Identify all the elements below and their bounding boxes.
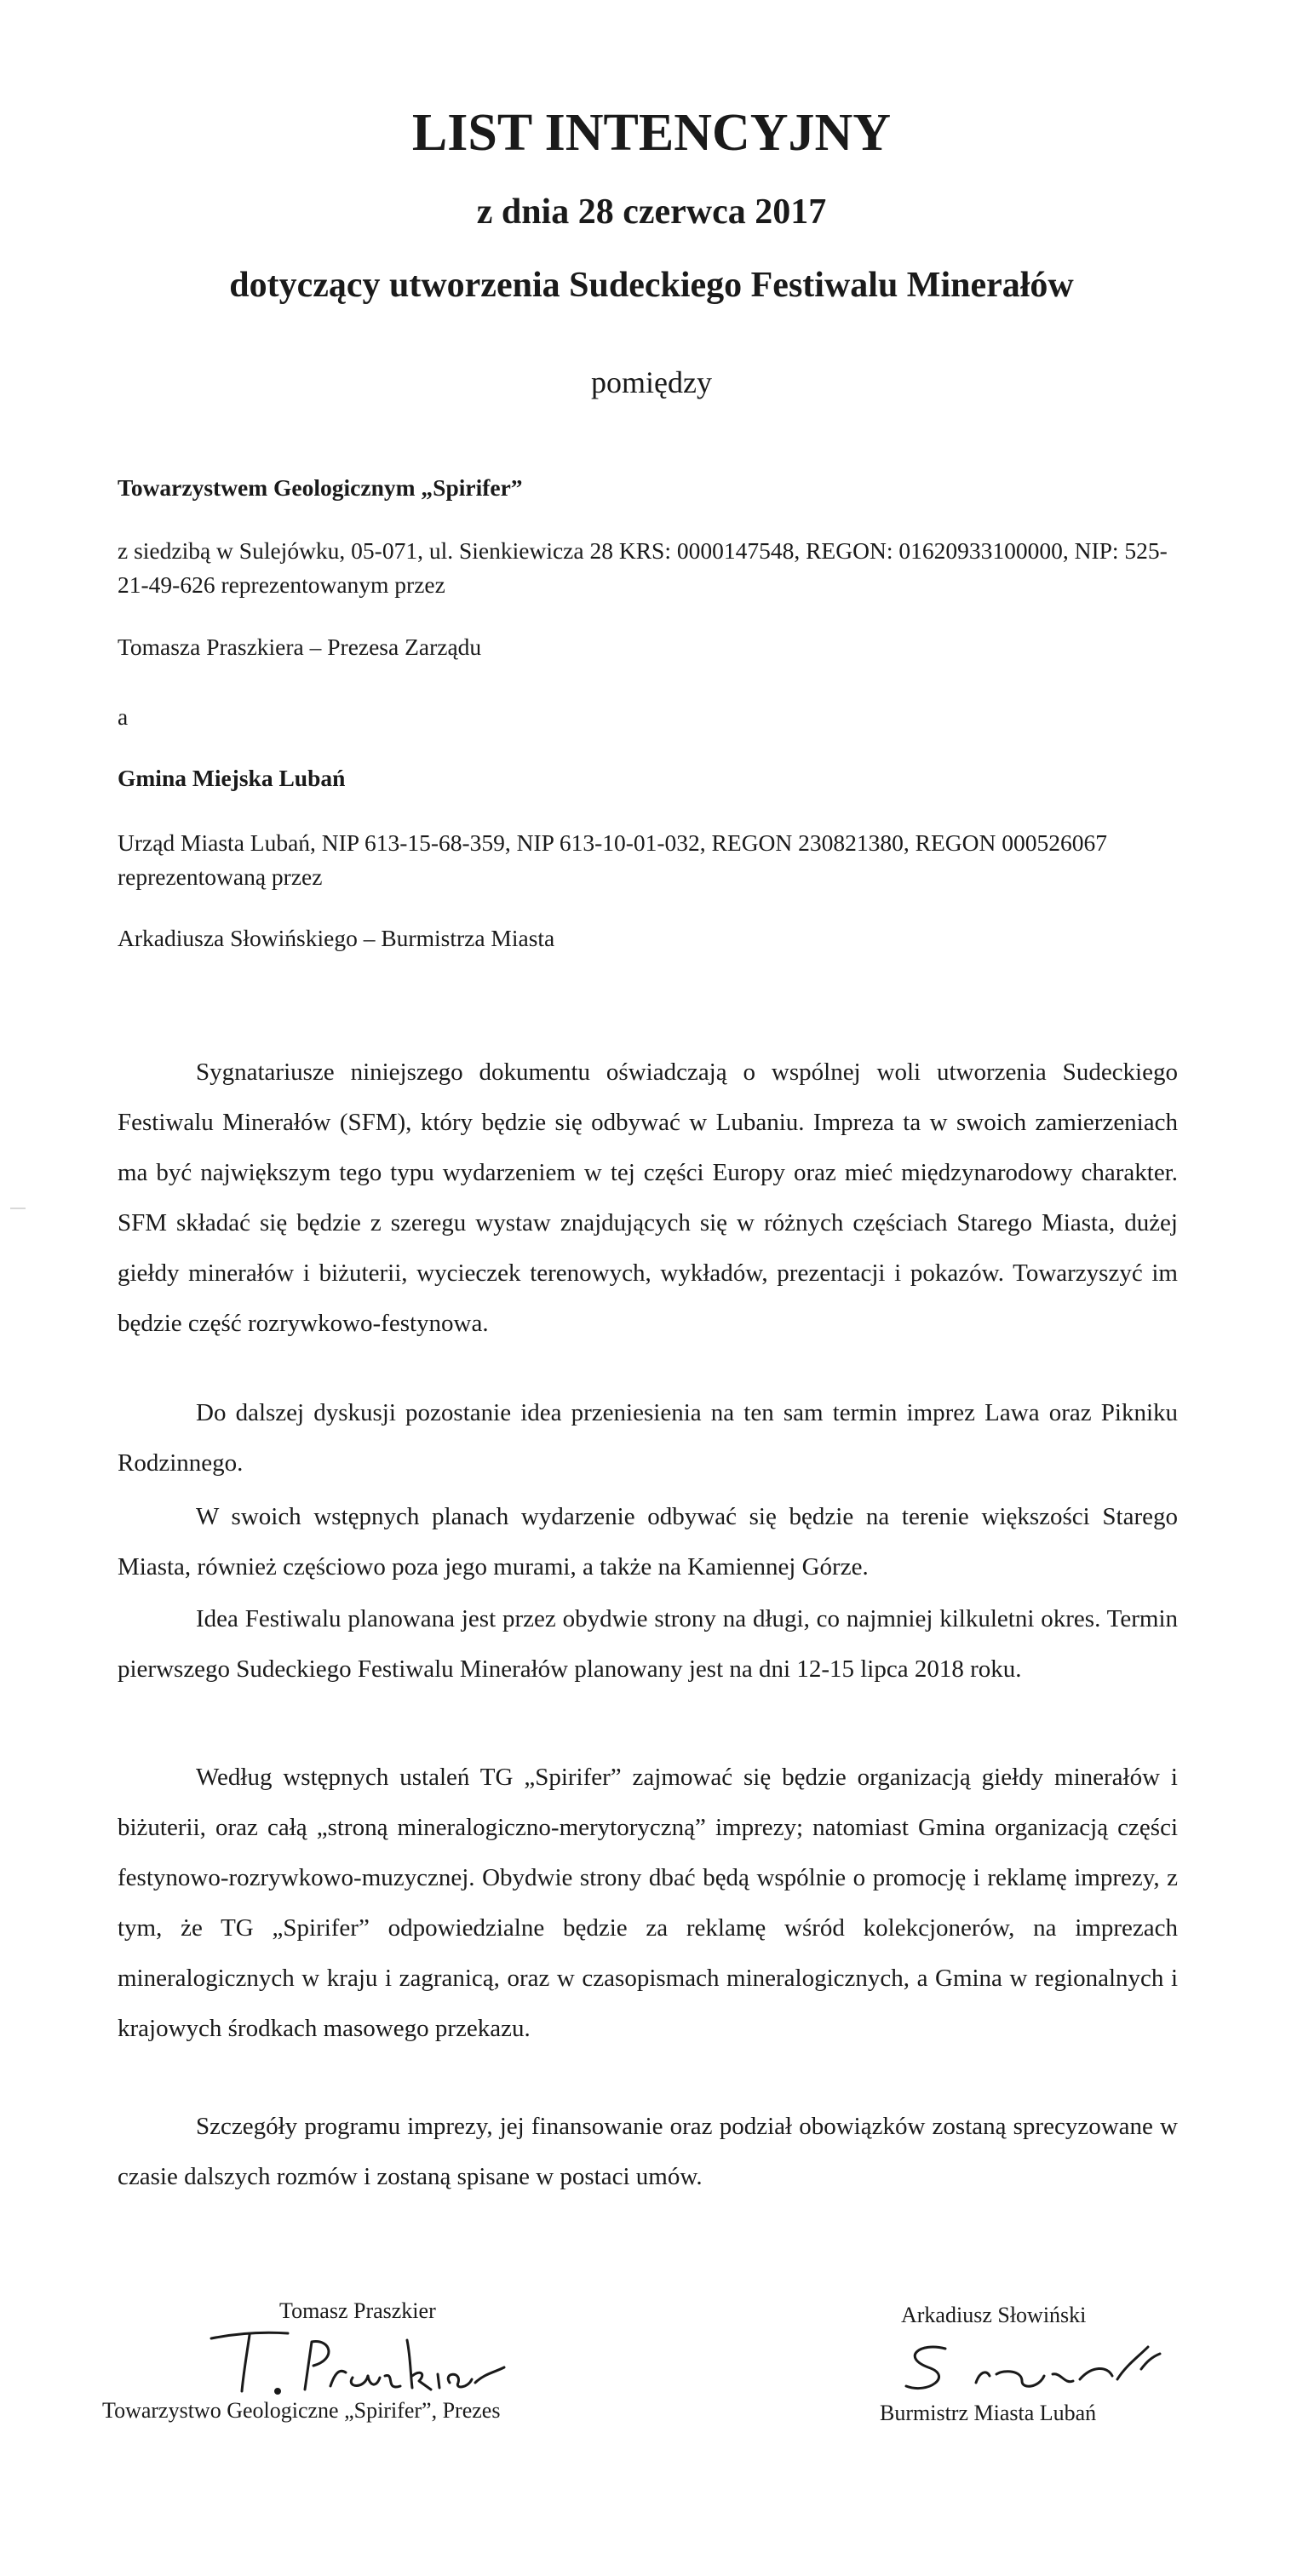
between-label: pomiędzy bbox=[591, 365, 712, 399]
body-paragraph-2: Do dalszej dyskusji pozostanie idea przeniesienia na ten sam termin imprez Lawa oraz Pikniku Rodzinnego. bbox=[118, 1399, 1178, 1477]
signatory-right-role: Burmistrz Miasta Lubań bbox=[880, 2401, 1097, 2425]
document-subject: dotyczący utworzenia Sudeckiego Festiwalu Minerałów bbox=[229, 266, 1074, 305]
signature-left-handwriting bbox=[203, 2323, 509, 2400]
body-paragraph-5: Według wstępnych ustaleń TG „Spirifer” zajmować się będzie organizacją giełdy minerałów i biżuterii, oraz całą „stroną mineralogiczno-merytoryczną” imprezy; natomiast Gmina organizacją części festynowo-rozrywkowo-muzycznej. Obydwie strony dbać będą wspólnie o promocję i reklamę imprezy, z tym, że TG „Spirifer” odpowiedzialne będzie za reklamę wśród kolekcjonerów, na imprezach mineralogicznych w kraju i zagranicą, oraz w czasopismach mineralogicznych, a Gmina w regionalnych i krajowych środkach masowego przekazu. bbox=[118, 1764, 1178, 2042]
party2-name: Gmina Miejska Lubań bbox=[118, 765, 346, 791]
party1-name: Towarzystwem Geologicznym „Spirifer” bbox=[118, 474, 523, 501]
signature-right-handwriting bbox=[894, 2332, 1167, 2400]
signatory-left-role: Towarzystwo Geologiczne „Spirifer”, Prezes bbox=[102, 2398, 501, 2423]
body-paragraph-3: W swoich wstępnych planach wydarzenie odbywać się będzie na terenie większości Starego Miasta, również częściowo poza jego murami, a także na Kamiennej Górze. bbox=[118, 1503, 1178, 1581]
party2-details: Urząd Miasta Lubań, NIP 613-15-68-359, NIP 613-10-01-032, REGON 230821380, REGON 000526067 reprezentowaną przez bbox=[118, 829, 1107, 890]
party1-details: z siedzibą w Sulejówku, 05-071, ul. Sienkiewicza 28 KRS: 0000147548, REGON: 01620933100000, NIP: 525-21-49-626 reprezentowanym przez bbox=[118, 537, 1168, 598]
signatory-right-name: Arkadiusz Słowiński bbox=[901, 2303, 1087, 2327]
conjunction: a bbox=[118, 703, 129, 730]
document-title: LIST INTENCYJNY bbox=[411, 104, 892, 162]
body-paragraph-4: Idea Festiwalu planowana jest przez obydwie strony na długi, co najmniej kilkuletni okres. Termin pierwszego Sudeckiego Festiwalu Minerałów planowany jest na dni 12-15 lipca 2018 roku. bbox=[118, 1605, 1178, 1683]
scan-artifact bbox=[10, 1208, 26, 1209]
signatory-left-name: Tomasz Praszkier bbox=[279, 2298, 436, 2323]
body-paragraph-1: Sygnatariusze niniejszego dokumentu oświadczają o wspólnej woli utworzenia Sudeckiego Festiwalu Minerałów (SFM), który będzie się odbywać w Lubaniu. Impreza ta w swoich zamierzeniach ma być największym tego typu wydarzeniem w tej części Europy oraz mieć międzynarodowy charakter. SFM składać się będzie z szeregu wystaw znajdujących się w różnych częściach Starego Miasta, dużej giełdy minerałów i biżuterii, wycieczek terenowych, wykładów, prezentacji i pokazów. Towarzyszyć im będzie część rozrywkowo-festynowa. bbox=[118, 1059, 1178, 1337]
body-paragraph-6: Szczegóły programu imprezy, jej finansowanie oraz podział obowiązków zostaną sprecyzowane w czasie dalszych rozmów i zostaną spisane w postaci umów. bbox=[118, 2113, 1178, 2190]
document-date: z dnia 28 czerwca 2017 bbox=[476, 192, 827, 232]
party2-representative: Arkadiusza Słowińskiego – Burmistrza Miasta bbox=[118, 925, 555, 951]
party1-representative: Tomasza Praszkiera – Prezesa Zarządu bbox=[118, 634, 482, 660]
